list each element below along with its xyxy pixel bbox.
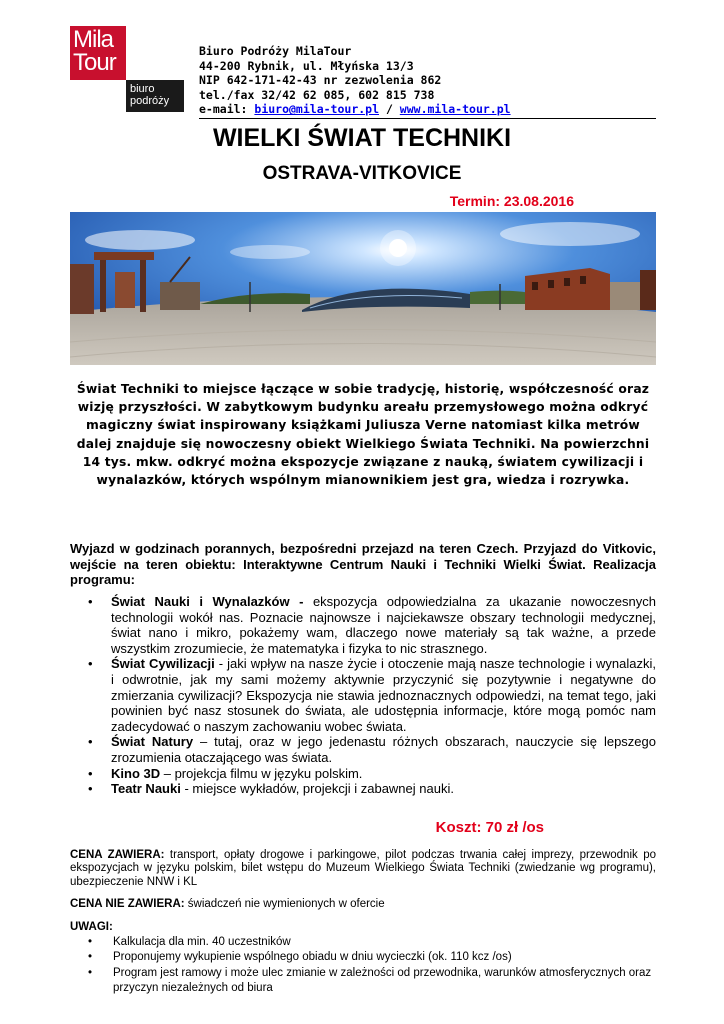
- program-item-text: - jaki wpływ na nasze życie i otoczenie mają nasze technologie i wynalazki, i odwrotnie, jak my sami możemy aktywnie przyczynić się pozytywnie i negatywne do zmierzania cywilizacji? Ekspozycja nie stawia jednoznacznych odpowiedzi, na temat tego, jaki powinien być nasz stosunek do świata, ale udostępnia informacje, które mogą pomóc nam zadecydować o naszym zachowaniu wobec świata.: [111, 656, 656, 734]
- price-excludes: [70, 898, 656, 911]
- note-item: • Proponujemy wykupienie wspólnego obiadu w dniu wycieczki (ok. 110 kcz /os): [88, 950, 656, 965]
- contact-header: [199, 44, 511, 117]
- logo-text-mila: Mila: [73, 26, 114, 53]
- notes-heading: UWAGI:: [70, 921, 113, 933]
- program-item: [88, 766, 656, 782]
- company-nip: NIP 642-171-42-43 nr zezwolenia 862: [199, 73, 442, 88]
- trip-date: Termin: 23.08.2016: [449, 193, 574, 209]
- price-excludes-label: CENA NIE ZAWIERA:: [70, 898, 185, 910]
- company-email-line: [199, 102, 511, 117]
- price-excludes-text: świadczeń nie wymienionych w ofercie: [184, 898, 385, 910]
- program-item: [88, 594, 656, 656]
- program-intro: Wyjazd w godzinach porannych, bezpośredni przejazd na teren Czech. Przyjazd do Vitkovic, wejście na teren obiektu: Interaktywne Centrum Nauki i Techniki Wielki Świat. Realizacja programu:: [70, 541, 656, 587]
- program-item-name: Kino 3D: [111, 765, 161, 781]
- email-link[interactable]: biuro@mila-tour.pl: [254, 102, 380, 117]
- note-item: • Program jest ramowy i może ulec zmianie w zależności od przewodnika, warunków atmosferycznych oraz przyczyn niezależnych od biura: [88, 966, 656, 997]
- program-item-name: Teatr Nauki: [111, 781, 181, 797]
- price-includes: [70, 849, 656, 889]
- page-title: WIELKI ŚWIAT TECHNIKI: [212, 124, 512, 152]
- page-subtitle: OSTRAVA-VITKOVICE: [262, 163, 462, 184]
- program-item-text: - miejsce wykładów, projekcji i zabawnej nauki.: [180, 781, 454, 797]
- program-item: [88, 656, 656, 734]
- note-item: • Kalkulacja dla min. 40 uczestników: [88, 935, 656, 950]
- logo-subtitle-2: podróży: [130, 95, 170, 107]
- program-item-name: Świat Nauki i Wynalazków -: [111, 594, 304, 609]
- website-link[interactable]: www.mila-tour.pl: [399, 102, 511, 117]
- program-item-text: – projekcja filmu w języku polskim.: [160, 765, 363, 781]
- company-address: 44-200 Rybnik, ul. Młyńska 13/3: [199, 58, 414, 73]
- price-includes-label: CENA ZAWIERA:: [70, 849, 165, 861]
- company-phone: tel./fax 32/42 62 085, 602 815 738: [199, 87, 435, 102]
- program-item-name: Świat Natury: [111, 734, 194, 750]
- program-list: [88, 594, 656, 797]
- program-item-text: – tutaj, oraz w jego jedenastu różnych obszarach, nauczycie się lepszego zrozumienia otaczającego was świata.: [111, 734, 656, 765]
- logo-subtitle-1: biuro: [130, 83, 155, 95]
- logo-subtitle-block: [126, 80, 184, 112]
- email-label: e-mail:: [199, 102, 255, 117]
- link-separator: /: [379, 102, 400, 117]
- program-item-text: ekspozycja odpowiedzialna za ukazanie nowoczesnych technologii wokół nas. Poznacie najnowsze i najciekawsze obszary technologii medycznej, świat nano i mikro, pokażemy wam, dlaczego nowe materiały są tak ważne, a przede wszystkim zrozumiecie, że matematyka i fizyka to nic strasznego.: [111, 594, 656, 656]
- company-logo: [70, 26, 170, 112]
- header-divider: [199, 118, 656, 119]
- program-item: [88, 734, 656, 765]
- program-item-name: Świat Cywilizacji: [111, 656, 215, 672]
- logo-text-tour: Tour: [73, 49, 116, 76]
- company-name: Biuro Podróży MilaTour: [199, 44, 352, 58]
- price-includes-text: transport, opłaty drogowe i parkingowe, pilot podczas trwania całej imprezy, przewodnik po ekspozycjach w języku polskim, bilet wstępu do Muzeum Wielkiego Świata Techniki (zwiedzanie wg programu), ubezpieczenie NNW i KL: [70, 849, 656, 888]
- intro-paragraph: Świat Techniki to miejsce łączące w sobie tradycję, historię, współczesność oraz wizję przyszłości. W zabytkowym budynku areału przemysłowego można odkryć magiczny świat inspirowany książkami Juliusza Verne natomiast kilka metrów dalej znajduje się nowoczesny obiekt Wielkiego Świata Techniki. Na powierzchni 14 tys. mkw. odkryć można ekspozycje związane z nauką, światem cywilizacji i wynalazków, których wspólnym mianownikiem jest gra, wiedza i rozrywka.: [76, 382, 650, 488]
- panorama-photo: [70, 212, 656, 365]
- logo-red-block: [70, 26, 126, 80]
- price: Koszt: 70 zł /os: [435, 819, 544, 836]
- notes-list: [88, 935, 656, 996]
- program-item: [88, 781, 656, 797]
